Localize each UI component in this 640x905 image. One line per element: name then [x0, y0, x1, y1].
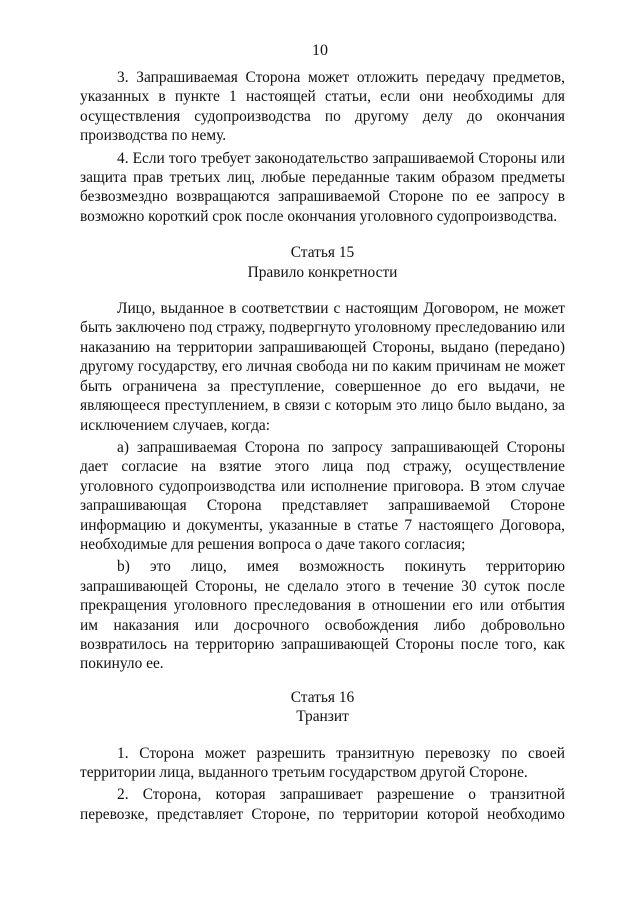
paragraph-3: 3. Запрашиваемая Сторона может отложить передачу предметов, указанных в пункте 1 настоящей статьи, если они необходимы для осуществления судопроизводства по другому делу до окончания производства по нему.	[80, 69, 565, 145]
article-15-item-a: а) запрашиваемая Сторона по запросу запрашивающей Стороны дает согласие на взятие этого лица под стражу, осуществление уголовного судопроизводства или исполнение приговора. В этом случае запрашивающая Сторона представляет запрашиваемой Стороне информацию и документы, указанные в статье 7 настоящего Договора, необходимые для решения вопроса о даче такого согласия;	[80, 438, 565, 553]
article-16-item-2: 2. Сторона, которая запрашивает разрешение о транзитной перевозке, представляет Стороне, по территории которой необходимо	[80, 786, 565, 823]
article-15-item-b: b) это лицо, имея возможность покинуть территорию запрашивающей Стороны, не сделало этого в течение 30 суток после прекращения уголовного преследования в отношении его или отбытия им наказания или досрочного освобождения либо добровольно возвратилось на территорию запрашивающей Стороны после того, как покинуло ее.	[80, 558, 565, 673]
article-16-title: Транзит	[296, 708, 349, 726]
article-16-item-1: 1. Сторона может разрешить транзитную перевозку по своей территории лица, выданного третьим государством другой Стороне.	[80, 744, 565, 781]
document-body	[80, 68, 565, 827]
paragraph-4: 4. Если того требует законодательство запрашиваемой Стороны или защита прав третьих лиц, любые переданные таким образом предметы безвозмездно возвращаются запрашиваемой Стороне по ее запросу в возможно короткий срок после окончания уголовного судопроизводства.	[80, 149, 565, 225]
article-15-title: Правило конкретности	[247, 263, 398, 281]
article-15-number: Статья 15	[290, 244, 355, 262]
article-16-number: Статья 16	[290, 688, 355, 706]
page-number: 10	[312, 42, 328, 59]
article-15-intro: Лицо, выданное в соответствии с настоящим Договором, не может быть заключено под стражу, подвергнуто уголовному преследованию или наказанию на территории запрашивающей Стороны, выдано (передано) другому государству, его личная свобода ни по каким причинам не может быть ограничена за преступление, совершенное до его выдачи, не являющееся преступлением, в связи с которым это лицо было выдано, за исключением случаев, когда:	[80, 300, 565, 434]
